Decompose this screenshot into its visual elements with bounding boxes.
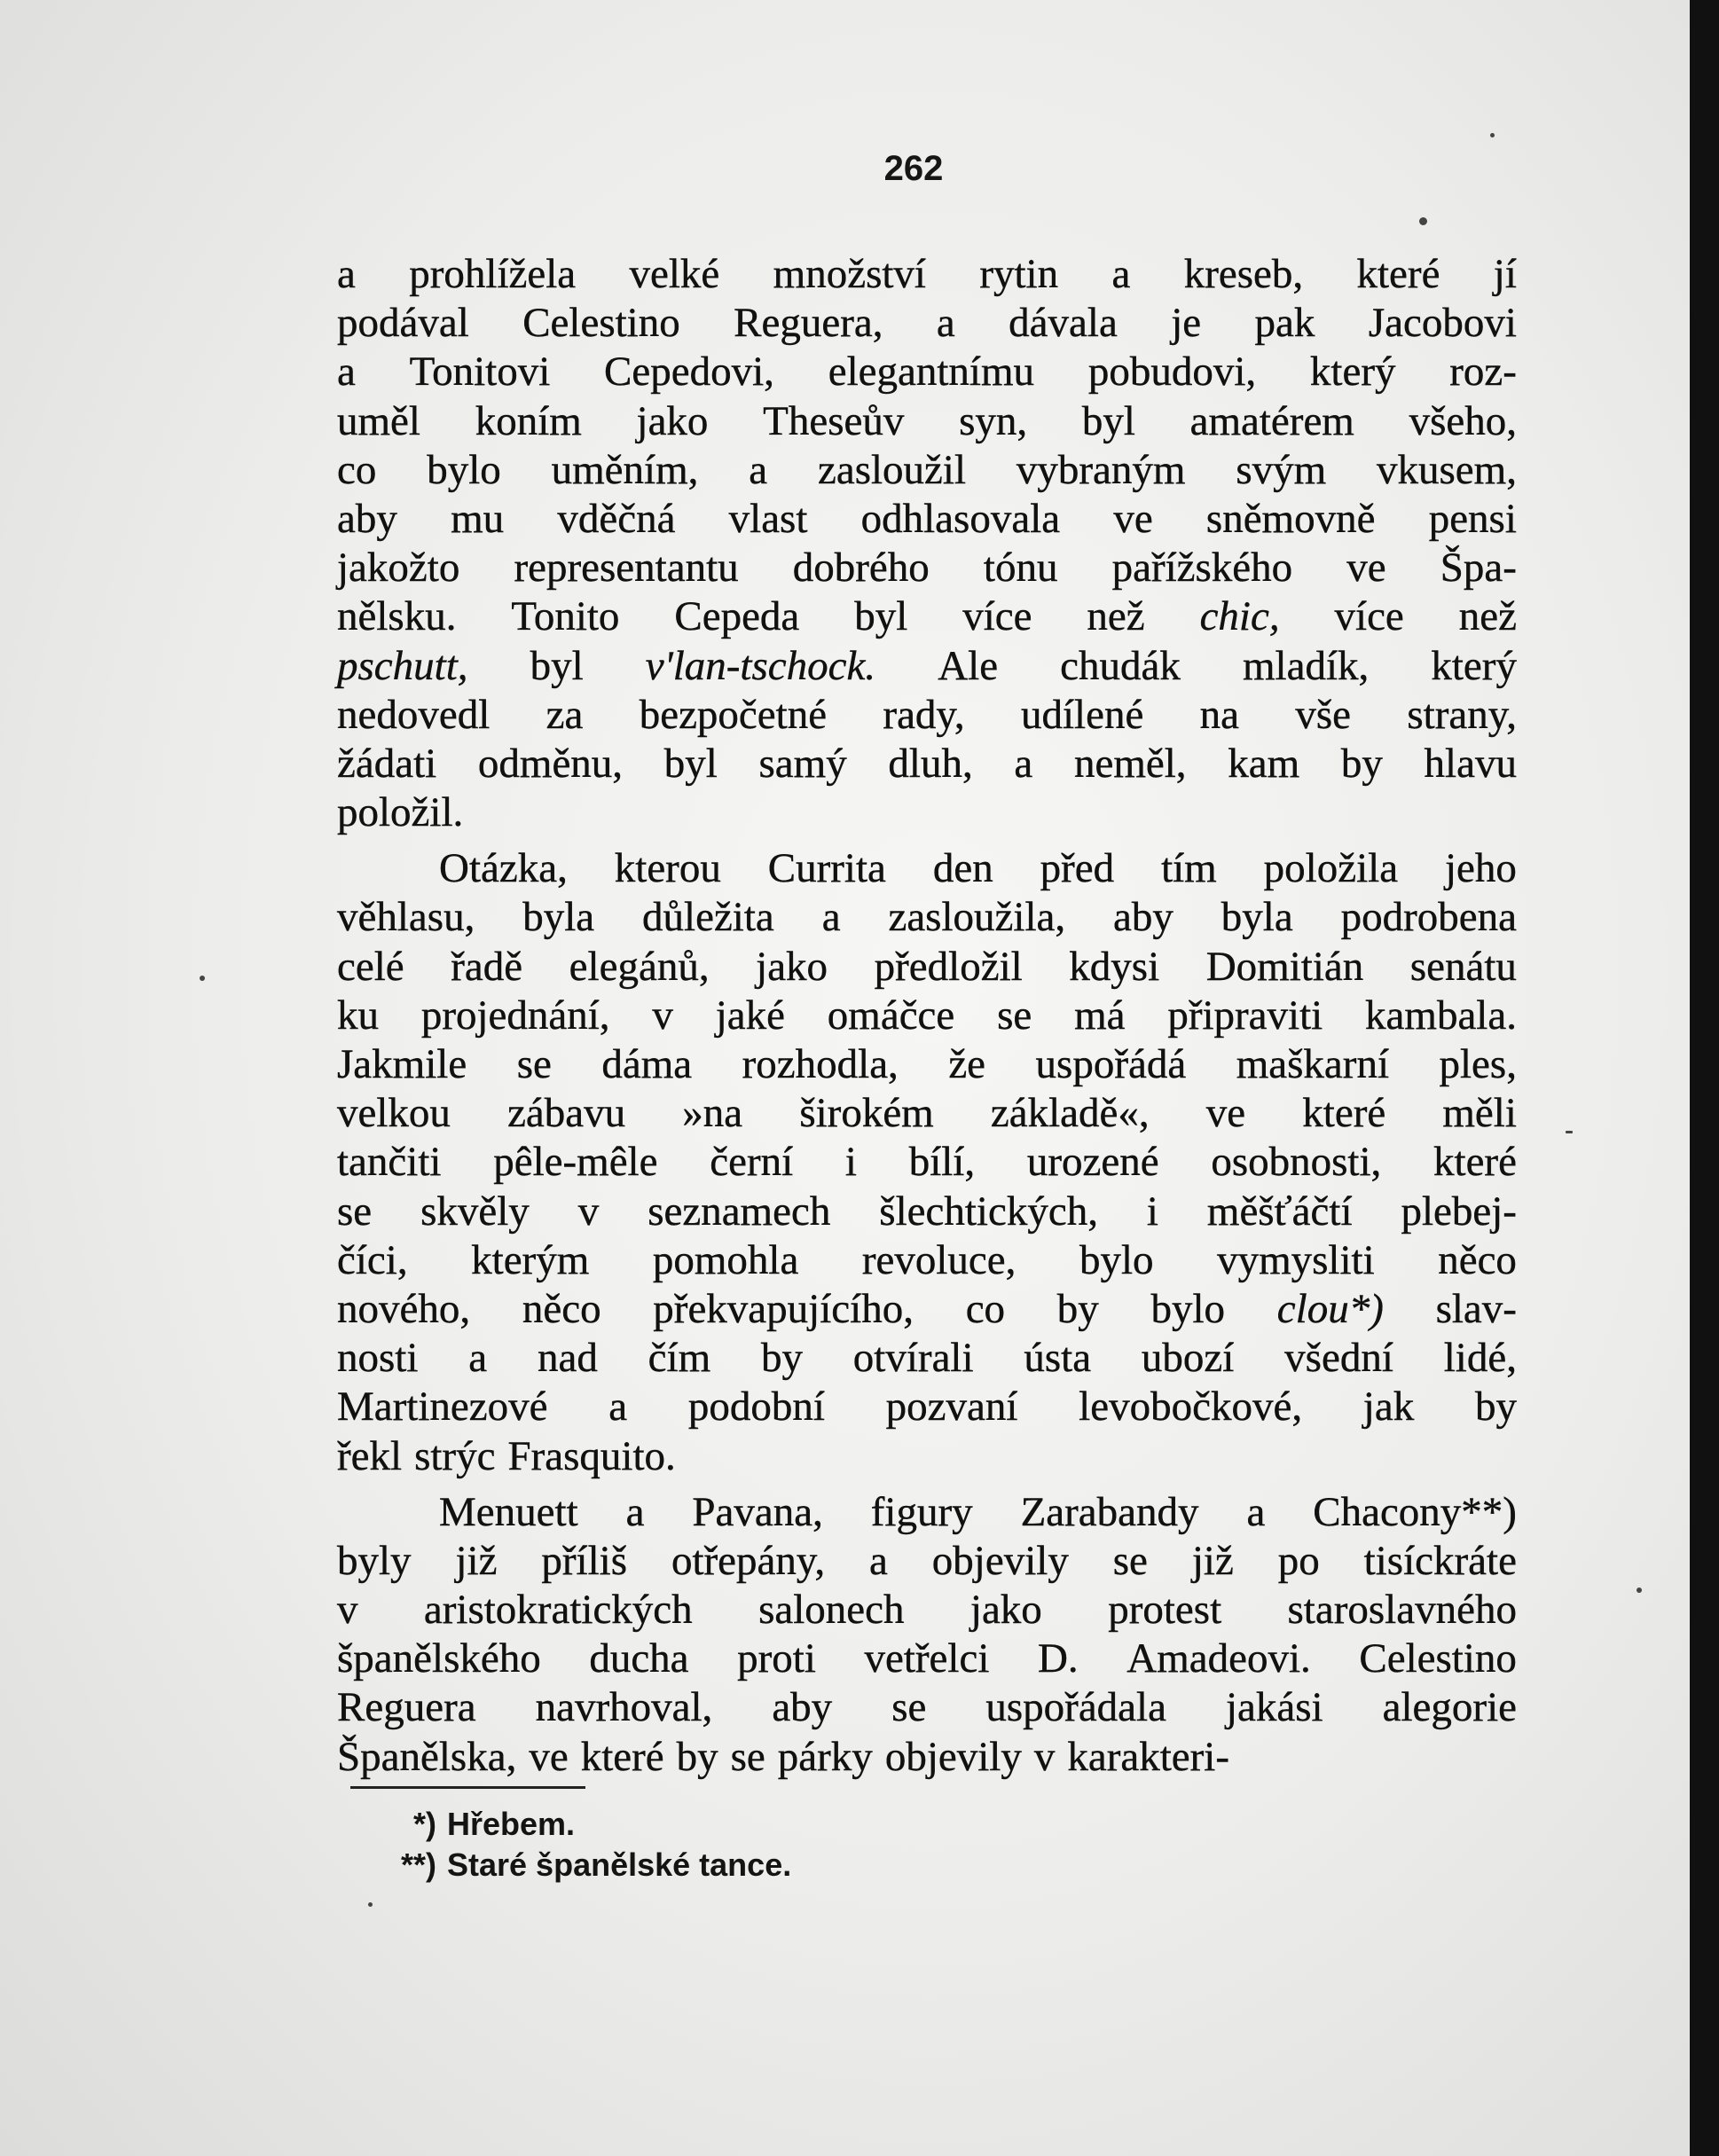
text-line: Martinezové a podobní pozvaní levobočkové, jak by xyxy=(337,1384,1517,1431)
page-number: 262 xyxy=(883,149,944,188)
footnote-divider xyxy=(350,1786,585,1789)
dust-speck xyxy=(1566,1131,1573,1133)
text-line: pschutt, byl v'lan-tschock. Ale chudák mladík, který xyxy=(337,642,1517,689)
text-line: podával Celestino Reguera, a dávala je pak Jacobovi xyxy=(337,300,1517,347)
scan-edge xyxy=(1690,0,1719,2156)
dust-speck xyxy=(1419,217,1427,225)
footnote xyxy=(381,1804,791,1845)
footnote-text: Hřebem. xyxy=(447,1806,576,1842)
body-text xyxy=(337,250,1517,1782)
text-line: co bylo uměním, a zasloužil vybraným svým vkusem, xyxy=(337,446,1517,493)
footnote-mark: *) xyxy=(413,1806,436,1842)
dust-speck xyxy=(368,1902,373,1907)
text-line: se skvěly v seznamech šlechtických, i měšťáčtí plebej- xyxy=(337,1188,1517,1235)
text-line: jakožto representantu dobrého tónu pařížského ve Špa- xyxy=(337,545,1517,592)
footnote-text: Staré španělské tance. xyxy=(447,1846,792,1883)
text-line: nového, něco překvapujícího, co by bylo clou*) slav- xyxy=(337,1285,1517,1332)
text-line: nělsku. Tonito Cepeda byl více než chic, více než xyxy=(337,593,1517,640)
footnotes xyxy=(381,1804,791,1886)
text-line: Otázka, kterou Currita den před tím položila jeho xyxy=(439,845,1517,892)
footnote-mark: **) xyxy=(400,1846,436,1883)
text-line: španělského ducha proti vetřelci D. Amadeovi. Celestino xyxy=(337,1635,1517,1682)
text-line: žádati odměnu, byl samý dluh, a neměl, kam by hlavu xyxy=(337,740,1517,787)
text-line: položil. xyxy=(337,789,464,836)
dust-speck xyxy=(200,976,205,981)
text-line: věhlasu, byla důležita a zasloužila, aby byla podrobena xyxy=(337,894,1517,941)
text-line: Reguera navrhoval, aby se uspořádala jakási alegorie xyxy=(337,1684,1517,1731)
text-line: nosti a nad čím by otvírali ústa ubozí všední lidé, xyxy=(337,1335,1517,1382)
text-line: nedovedl za bezpočetné rady, udílené na vše strany, xyxy=(337,691,1517,738)
text-line: číci, kterým pomohla revoluce, bylo vymysliti něco xyxy=(337,1236,1517,1283)
text-line: a Tonitovi Cepedovi, elegantnímu pobudovi, který roz- xyxy=(337,349,1517,396)
dust-speck xyxy=(1637,1588,1642,1593)
text-line: velkou zábavu »na širokém základě«, ve které měli xyxy=(337,1090,1517,1137)
text-line: v aristokratických salonech jako protest staroslavného xyxy=(337,1587,1517,1634)
text-line: Španělska, ve které by se párky objevily v karakteri- xyxy=(337,1733,1230,1780)
text-line: a prohlížela velké množství rytin a kreseb, které jí xyxy=(337,251,1517,297)
dust-speck xyxy=(1490,133,1495,137)
text-line: Menuett a Pavana, figury Zarabandy a Chacony**) xyxy=(439,1488,1517,1535)
text-line: celé řadě elegánů, jako předložil kdysi Domitián senátu xyxy=(337,943,1517,990)
text-line: ku projednání, v jaké omáčce se má připraviti kambala. xyxy=(337,992,1517,1039)
text-line: aby mu vděčná vlast odhlasovala ve sněmovně pensi xyxy=(337,495,1517,542)
text-line: uměl koním jako Theseův syn, byl amatérem všeho, xyxy=(337,397,1517,444)
text-line: Jakmile se dáma rozhodla, že uspořádá maškarní ples, xyxy=(337,1041,1517,1087)
text-line: byly již příliš otřepány, a objevily se již po tisíckráte xyxy=(337,1537,1517,1584)
footnote xyxy=(381,1845,791,1886)
text-line: řekl strýc Frasquito. xyxy=(337,1432,676,1479)
text-line: tančiti pêle-mêle černí i bílí, urozené osobnosti, které xyxy=(337,1139,1517,1186)
